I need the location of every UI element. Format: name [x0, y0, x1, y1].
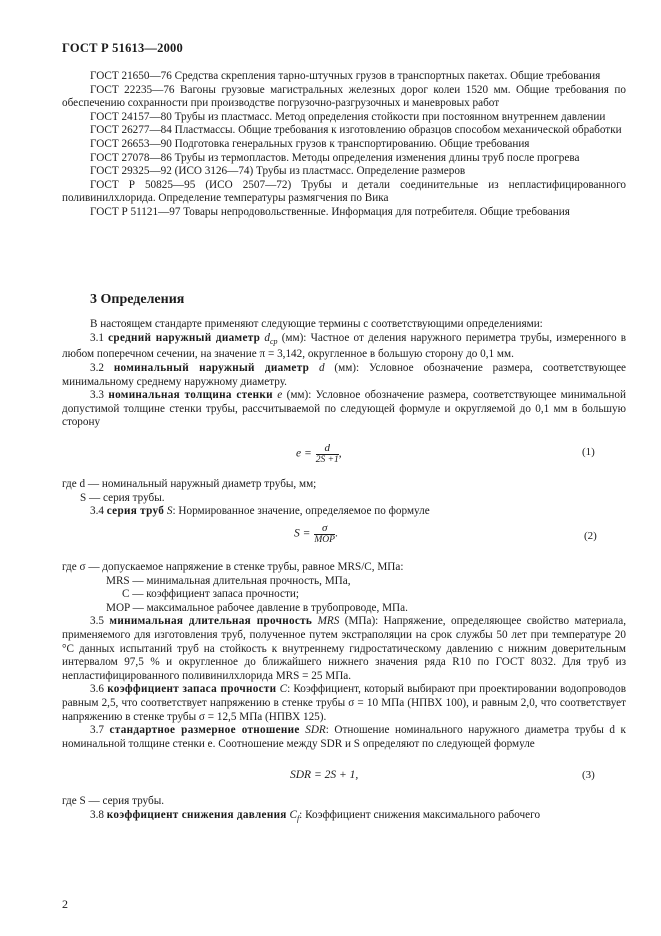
normative-references — [62, 70, 626, 220]
equation-number-1: (1) — [582, 446, 595, 458]
equation-number-2: (2) — [584, 530, 597, 542]
equation-number-3: (3) — [582, 769, 595, 781]
reference-item: ГОСТ 24157—80 Трубы из пластмасс. Метод определения стойкости при постоянном внутреннем давлении — [90, 110, 606, 123]
where-line: C — коэффициент запаса прочности; — [122, 588, 299, 601]
where-line: MRS — минимальная длительная прочность, МПа, — [106, 574, 351, 587]
where-block-3 — [62, 795, 626, 825]
running-header: ГОСТ Р 51613—2000 — [62, 41, 183, 55]
section-heading: 3 Определения — [90, 292, 185, 307]
definition-3-2: 3.2 номинальный наружный диаметр d (мм): Условное обозначение размера, соответствующее минимальному среднему наружному диаметру. — [62, 362, 627, 388]
definition-3-5: 3.5 минимальная длительная прочность MRS (МПа): Напряжение, определяющее свойство материала, применяемого для изготовления труб, полученное путем экстраполяции на срок службы 50 лет при температуре 20 °С данных испытаний труб на стойкость к внутреннему гидростатическому давлению с нижним доверительным интервалом 97,5 % и округленное до ближайшего нижнего значения ряда R10 по ГОСТ 8032. Для труб из непластифицированного поливинилхлорида MRS = 25 МПа. — [62, 615, 627, 682]
where-line: MOP — максимальное рабочее давление в трубопроводе, МПа. — [106, 601, 408, 614]
reference-item: ГОСТ 26277—84 Пластмассы. Общие требования к изготовлению образцов способом механической обработки — [90, 124, 622, 137]
where-line: где d — номинальный наружный диаметр трубы, мм; — [62, 478, 317, 490]
definition-3-8: 3.8 коэффициент снижения давления $C_f$: Коэффициент снижения максимального рабочего — [90, 808, 541, 823]
where-block-1 — [62, 478, 626, 519]
reference-item: ГОСТ Р 51121—97 Товары непродовольственные. Информация для потребителя. Общие требования — [90, 205, 570, 218]
definitions-block-1 — [62, 318, 626, 430]
where-block-2 — [62, 561, 626, 751]
formula-2: S = $\frac{\sigma}{\text{MOP}}$ . — [294, 522, 338, 545]
reference-item: ГОСТ 21650—76 Средства скрепления тарно-штучных грузов в транспортных пакетах. Общие требования — [90, 70, 601, 82]
definitions-intro: В настоящем стандарте применяют следующие термины с соответствующими определениями: — [90, 318, 543, 330]
where-line: где S — серия трубы. — [62, 795, 165, 807]
reference-item: ГОСТ 22235—76 Вагоны грузовые магистральных железных дорог колеи 1520 мм. Общие требования по обеспечению сохранности при производстве погрузочно-разгрузочных и маневровых работ — [62, 83, 626, 110]
reference-item: ГОСТ 26653—90 Подготовка генеральных грузов к транспортированию. Общие требования — [90, 137, 530, 150]
formula-3: SDR = 2S + 1, — [290, 769, 359, 781]
definition-3-1: 3.1 средний наружный диаметр $d_{ср}$ (мм): Частное от деления наружного периметра трубы, измеренного в любом поперечном сечении, на значение π = 3,142, округленное в большую сторону до 0,1 мм. — [62, 331, 627, 361]
definition-3-7: 3.7 стандартное размерное отношение SDR: Отношение номинального наружного диаметра трубы d к номинальной толщине стенки e. Соотношение между SDR и S определяют по следующей формуле — [62, 724, 626, 750]
definition-3-3: 3.3 номинальная толщина стенки e (мм): Условное обозначение размера, соответствующее минимальной допустимой толщине стенки трубы, рассчитываемой по следующей формуле и округляемой до 0,1 мм в большую сторону — [62, 389, 627, 429]
reference-item: ГОСТ Р 50825—95 (ИСО 2507—72) Трубы и детали соединительные из непластифицированного поливинилхлорида. Определение температуры размягчения по Вика — [62, 178, 626, 205]
reference-item: ГОСТ 29325—92 (ИСО 3126—74) Трубы из пластмасс. Определение размеров — [90, 165, 466, 178]
page-number: 2 — [62, 897, 68, 911]
definition-3-6: 3.6 коэффициент запаса прочности C: Коэффициент, который выбирают при проектировании водопроводов равным 2,5, что соответствует напряжению в стенке трубы σ = 10 МПа (НПВХ 100), и равным 2,0, что соответствует напряжению в стенке трубы σ = 12,5 МПа (НПВХ 125). — [62, 683, 627, 723]
formula-1: e = $\frac{d}{2S +1}$ , — [296, 442, 342, 465]
definition-3-4: 3.4 серия труб S: Нормированное значение, определяемое по формуле — [90, 505, 430, 518]
where-line: где σ — допускаемое напряжение в стенке трубы, равное MRS/C, МПа: — [62, 561, 404, 573]
where-line: S — серия трубы. — [80, 491, 165, 504]
reference-item: ГОСТ 27078—86 Трубы из термопластов. Методы определения изменения длины труб после прогрева — [90, 151, 580, 164]
